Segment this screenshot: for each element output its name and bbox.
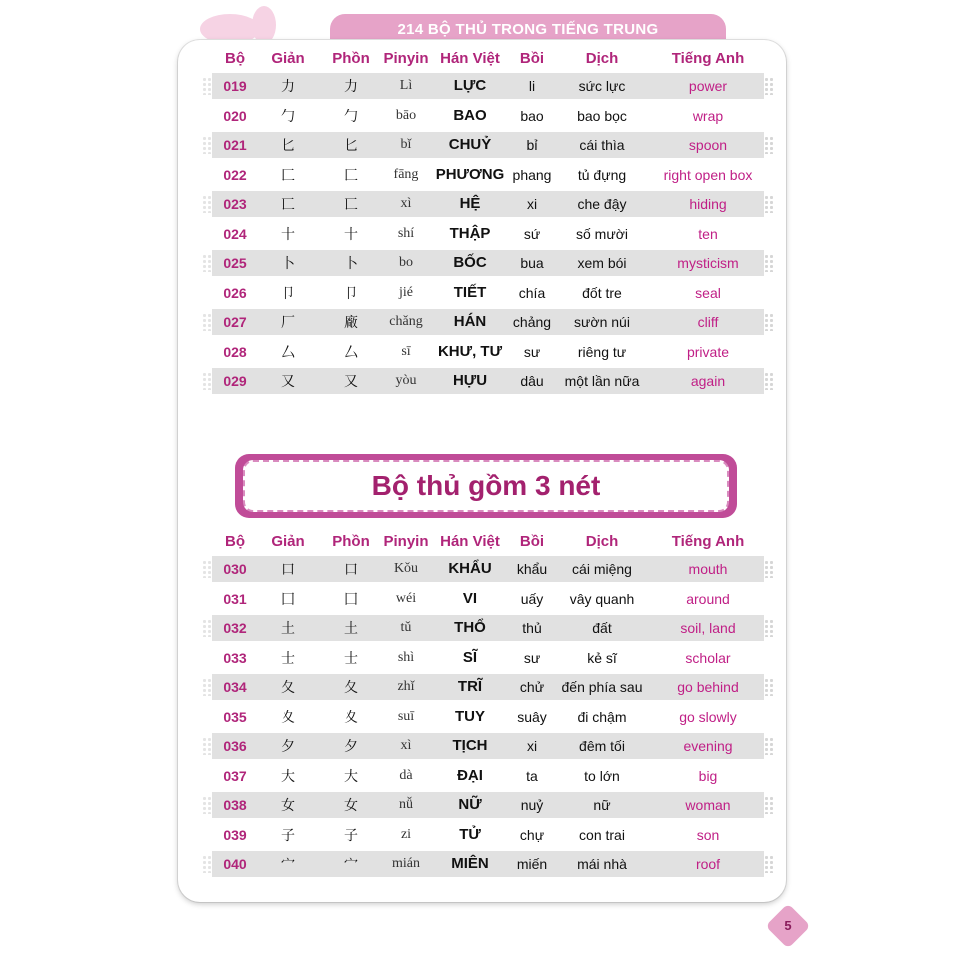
cell-pinyin: shí (397, 225, 415, 241)
cell-bo: 038 (223, 797, 247, 813)
col-header-dich: Dịch (585, 533, 619, 550)
cell-phon: 匸 (344, 196, 358, 212)
col-header-phon: Phồn (332, 533, 370, 550)
cell-hanviet: BỐC (453, 254, 487, 271)
cell-boi: bỉ (526, 137, 538, 153)
cell-gian: 匕 (281, 137, 295, 153)
cell-boi: li (528, 78, 536, 94)
cell-boi: xi (526, 738, 538, 754)
cell-gian: 宀 (281, 856, 295, 872)
col-header-boi: Bồi (519, 50, 545, 67)
cell-boi: chảng (512, 314, 552, 330)
cell-pinyin: tǔ (400, 620, 412, 635)
cell-dich: tủ đựng (577, 166, 627, 183)
cell-gian: 力 (281, 78, 295, 94)
cell-phon: 卩 (344, 284, 358, 301)
cell-pinyin: xì (400, 196, 412, 211)
cell-boi: sứ (523, 225, 541, 242)
cell-boi: ta (526, 767, 538, 784)
cell-boi: chía (518, 284, 546, 301)
cell-gian: 囗 (281, 590, 295, 607)
cell-bo: 031 (223, 590, 247, 607)
cell-gian: 口 (281, 561, 295, 577)
cell-gian: 勹 (281, 107, 295, 124)
cell-bo: 020 (223, 107, 247, 124)
cell-dich: cái miệng (572, 561, 632, 577)
cell-bo: 037 (223, 767, 247, 784)
cell-hanviet: NỮ (458, 796, 482, 813)
table-row (212, 191, 764, 217)
table-row (212, 645, 764, 671)
cell-anh: mysticism (677, 255, 739, 271)
cell-hanviet: THẬP (449, 224, 491, 242)
cell-hanviet: TIẾT (453, 283, 487, 301)
col-header-gian: Giản (271, 50, 305, 67)
cell-anh: go behind (677, 679, 739, 695)
col-header-anh: Tiếng Anh (671, 533, 745, 550)
cell-dich: mái nhà (577, 856, 627, 872)
cell-pinyin: mián (392, 856, 420, 871)
cell-anh: soil, land (680, 620, 736, 636)
cell-bo: 032 (223, 620, 247, 636)
table-row (212, 586, 764, 612)
cell-bo: 026 (223, 284, 247, 301)
cell-gian: 厂 (281, 314, 295, 330)
cell-dich: vây quanh (569, 590, 635, 607)
table-row (212, 103, 764, 129)
cell-anh: roof (695, 856, 721, 872)
cell-pinyin: bāo (395, 107, 417, 123)
col-header-gian: Giản (271, 533, 305, 550)
cell-pinyin: nǚ (399, 797, 413, 812)
cell-boi: nuỷ (520, 797, 544, 813)
cell-hanviet: ĐẠI (457, 766, 483, 784)
cell-dich: một lần nữa (564, 373, 640, 389)
table-row (212, 615, 764, 641)
cell-phon: 又 (344, 373, 358, 389)
table-row (212, 674, 764, 700)
cell-phon: 匕 (344, 137, 358, 153)
table-row (212, 162, 764, 188)
col-header-pinyin: Pinyin (383, 533, 429, 550)
cell-pinyin: bo (399, 255, 413, 270)
cell-boi: sư (523, 649, 541, 666)
cell-gian: 匸 (281, 196, 295, 212)
cell-phon: 匚 (344, 166, 358, 183)
cell-phon: 子 (344, 826, 358, 843)
table-header (212, 46, 774, 72)
cell-pinyin: suī (397, 708, 415, 724)
table-row (212, 221, 764, 247)
col-header-anh: Tiếng Anh (671, 50, 745, 67)
cell-gian: 卩 (281, 284, 295, 301)
table-row (212, 704, 764, 730)
cell-boi: phang (512, 166, 552, 183)
cell-bo: 039 (223, 826, 247, 843)
cell-boi: thủ (522, 620, 542, 636)
cell-bo: 040 (223, 856, 247, 872)
cell-gian: 大 (281, 767, 295, 784)
cell-dich: xem bói (577, 255, 627, 271)
cell-phon: 夊 (344, 708, 358, 725)
cell-pinyin: xì (400, 738, 412, 753)
cell-hanviet: KHƯ, TƯ (437, 342, 503, 360)
col-header-dich: Dịch (585, 50, 619, 67)
cell-dich: cái thìa (579, 137, 625, 153)
cell-hanviet: CHUỶ (448, 136, 492, 153)
cell-phon: 力 (344, 78, 358, 94)
cell-bo: 035 (223, 708, 247, 725)
table-row (212, 763, 764, 789)
cell-hanviet: MIÊN (451, 855, 489, 872)
cell-anh: cliff (697, 314, 719, 330)
cell-hanviet: TRĨ (457, 678, 483, 695)
cell-bo: 025 (223, 255, 247, 271)
cell-phon: 口 (344, 561, 358, 577)
header-title: 214 BỘ THỦ TRONG TIẾNG TRUNG (397, 20, 659, 38)
cell-gian: 夂 (281, 679, 295, 695)
cell-dich: nữ (593, 797, 611, 813)
cell-phon: 士 (344, 649, 358, 666)
col-header-pinyin: Pinyin (383, 50, 429, 67)
cell-pinyin: dà (399, 767, 413, 783)
cell-anh: private (686, 343, 730, 360)
cell-anh: wrap (692, 107, 724, 124)
cell-gian: 土 (281, 620, 295, 636)
cell-bo: 034 (223, 679, 247, 695)
cell-boi: uấy (520, 590, 544, 607)
cell-dich: đi chậm (577, 708, 627, 725)
cell-anh: again (690, 373, 726, 389)
table-header (212, 529, 774, 555)
cell-pinyin: chǎng (389, 314, 423, 329)
cell-pinyin: sī (401, 343, 411, 359)
cell-bo: 028 (223, 343, 247, 360)
cell-anh: go slowly (679, 708, 737, 725)
table-row (212, 250, 764, 276)
cell-hanviet: BAO (453, 106, 487, 124)
table-row (212, 73, 764, 99)
table-row (212, 733, 764, 759)
cell-gian: 夊 (281, 708, 295, 725)
cell-anh: seal (695, 284, 721, 301)
cell-phon: 勹 (344, 107, 358, 124)
col-header-boi: Bồi (519, 533, 545, 550)
cell-gian: 夕 (281, 738, 295, 754)
table-row (212, 132, 764, 158)
cell-dich: đêm tối (579, 738, 625, 754)
col-header-bo: Bộ (225, 533, 245, 550)
cell-phon: 女 (344, 797, 358, 813)
table-row (212, 792, 764, 818)
cell-anh: right open box (663, 166, 753, 183)
table-row (212, 309, 764, 335)
cell-anh: hiding (689, 196, 727, 212)
page-number: 5 (784, 918, 792, 933)
cell-phon: 宀 (344, 856, 358, 872)
cell-bo: 027 (223, 314, 247, 330)
cell-boi: bua (520, 255, 544, 271)
cell-anh: evening (683, 738, 733, 754)
cell-boi: chử (519, 679, 545, 695)
cell-dich: con trai (579, 826, 625, 843)
cell-pinyin: shì (397, 649, 415, 665)
col-header-phon: Phồn (332, 50, 370, 67)
table-row (212, 556, 764, 582)
cell-anh: power (688, 78, 728, 94)
cell-hanviet: SĨ (462, 648, 478, 666)
cell-dich: sườn núi (574, 314, 630, 330)
cell-phon: 大 (344, 767, 358, 784)
cell-gian: 又 (281, 373, 295, 389)
cell-boi: miến (516, 856, 548, 872)
cell-gian: 匚 (281, 166, 295, 183)
cell-gian: 厶 (281, 343, 295, 360)
cell-dich: đốt tre (582, 284, 622, 301)
cell-phon: 土 (344, 620, 358, 636)
cell-boi: chự (519, 826, 545, 843)
cell-dich: đất (592, 620, 612, 636)
cell-dich: đến phía sau (561, 679, 643, 695)
cell-bo: 033 (223, 649, 247, 666)
cell-gian: 士 (281, 649, 295, 666)
cell-dich: sức lực (578, 78, 626, 94)
cell-bo: 022 (223, 166, 247, 183)
cell-hanviet: HÁN (453, 313, 487, 330)
cell-hanviet: HỰU (452, 372, 488, 389)
cell-anh: mouth (688, 561, 728, 577)
cell-boi: dâu (520, 373, 544, 389)
cell-dich: bao bọc (577, 107, 627, 124)
cell-hanviet: TỬ (459, 825, 481, 843)
cell-phon: 卜 (344, 255, 358, 271)
cell-pinyin: Lì (399, 78, 413, 93)
cell-bo: 021 (223, 137, 247, 153)
table-row (212, 851, 764, 877)
cell-pinyin: wéi (395, 590, 417, 606)
cell-bo: 030 (223, 561, 247, 577)
cell-phon: 囗 (344, 590, 358, 607)
cell-boi: khẩu (516, 561, 548, 577)
cell-hanviet: TUY (455, 707, 485, 725)
cell-phon: 夕 (344, 738, 358, 754)
cell-phon: 廠 (344, 314, 358, 330)
cell-anh: scholar (685, 649, 731, 666)
cell-anh: spoon (688, 137, 728, 153)
cell-anh: big (698, 767, 718, 784)
table-row (212, 822, 764, 848)
cell-gian: 子 (281, 826, 295, 843)
table-row (212, 368, 764, 394)
cell-boi: bao (520, 107, 544, 124)
cell-anh: son (696, 826, 720, 843)
cell-hanviet: TỊCH (452, 737, 488, 754)
table-row (212, 339, 764, 365)
cell-phon: 夂 (344, 679, 358, 695)
cell-hanviet: KHẨU (448, 560, 492, 577)
cell-hanviet: HỆ (459, 195, 481, 212)
cell-hanviet: THỔ (454, 619, 486, 636)
cell-hanviet: VI (462, 589, 478, 607)
table-row (212, 280, 764, 306)
cell-bo: 029 (223, 373, 247, 389)
cell-anh: ten (698, 225, 718, 242)
cell-pinyin: yòu (395, 373, 417, 388)
decorative-blob (252, 6, 276, 44)
cell-anh: around (686, 590, 730, 607)
cell-phon: 十 (344, 225, 358, 242)
section-title: Bộ thủ gồm 3 nét (243, 460, 729, 512)
cell-anh: woman (685, 797, 731, 813)
cell-dich: che đậy (577, 196, 627, 212)
cell-dich: to lớn (584, 767, 620, 784)
cell-hanviet: PHƯƠNG (435, 165, 505, 183)
cell-pinyin: jié (399, 284, 413, 300)
cell-boi: sư (523, 343, 541, 360)
cell-dich: kẻ sĩ (587, 649, 617, 666)
cell-bo: 023 (223, 196, 247, 212)
cell-dich: số mười (575, 225, 628, 242)
cell-pinyin: zi (400, 826, 412, 842)
col-header-hanviet: Hán Việt (440, 50, 500, 67)
col-header-hanviet: Hán Việt (440, 533, 500, 550)
cell-pinyin: bǐ (400, 137, 412, 152)
cell-hanviet: LỰC (453, 77, 487, 94)
cell-boi: xi (526, 196, 538, 212)
cell-pinyin: zhǐ (397, 679, 415, 694)
cell-pinyin: fāng (393, 166, 419, 182)
cell-bo: 036 (223, 738, 247, 754)
cell-gian: 女 (281, 797, 295, 813)
cell-gian: 十 (281, 225, 295, 242)
cell-boi: suây (517, 708, 547, 725)
section-title-box (235, 454, 737, 518)
cell-gian: 卜 (281, 255, 295, 271)
cell-phon: 厶 (344, 343, 358, 360)
col-header-bo: Bộ (225, 50, 245, 67)
cell-dich: riêng tư (577, 343, 627, 360)
cell-pinyin: Kǒu (393, 561, 419, 576)
cell-bo: 024 (223, 225, 247, 242)
cell-bo: 019 (223, 78, 247, 94)
